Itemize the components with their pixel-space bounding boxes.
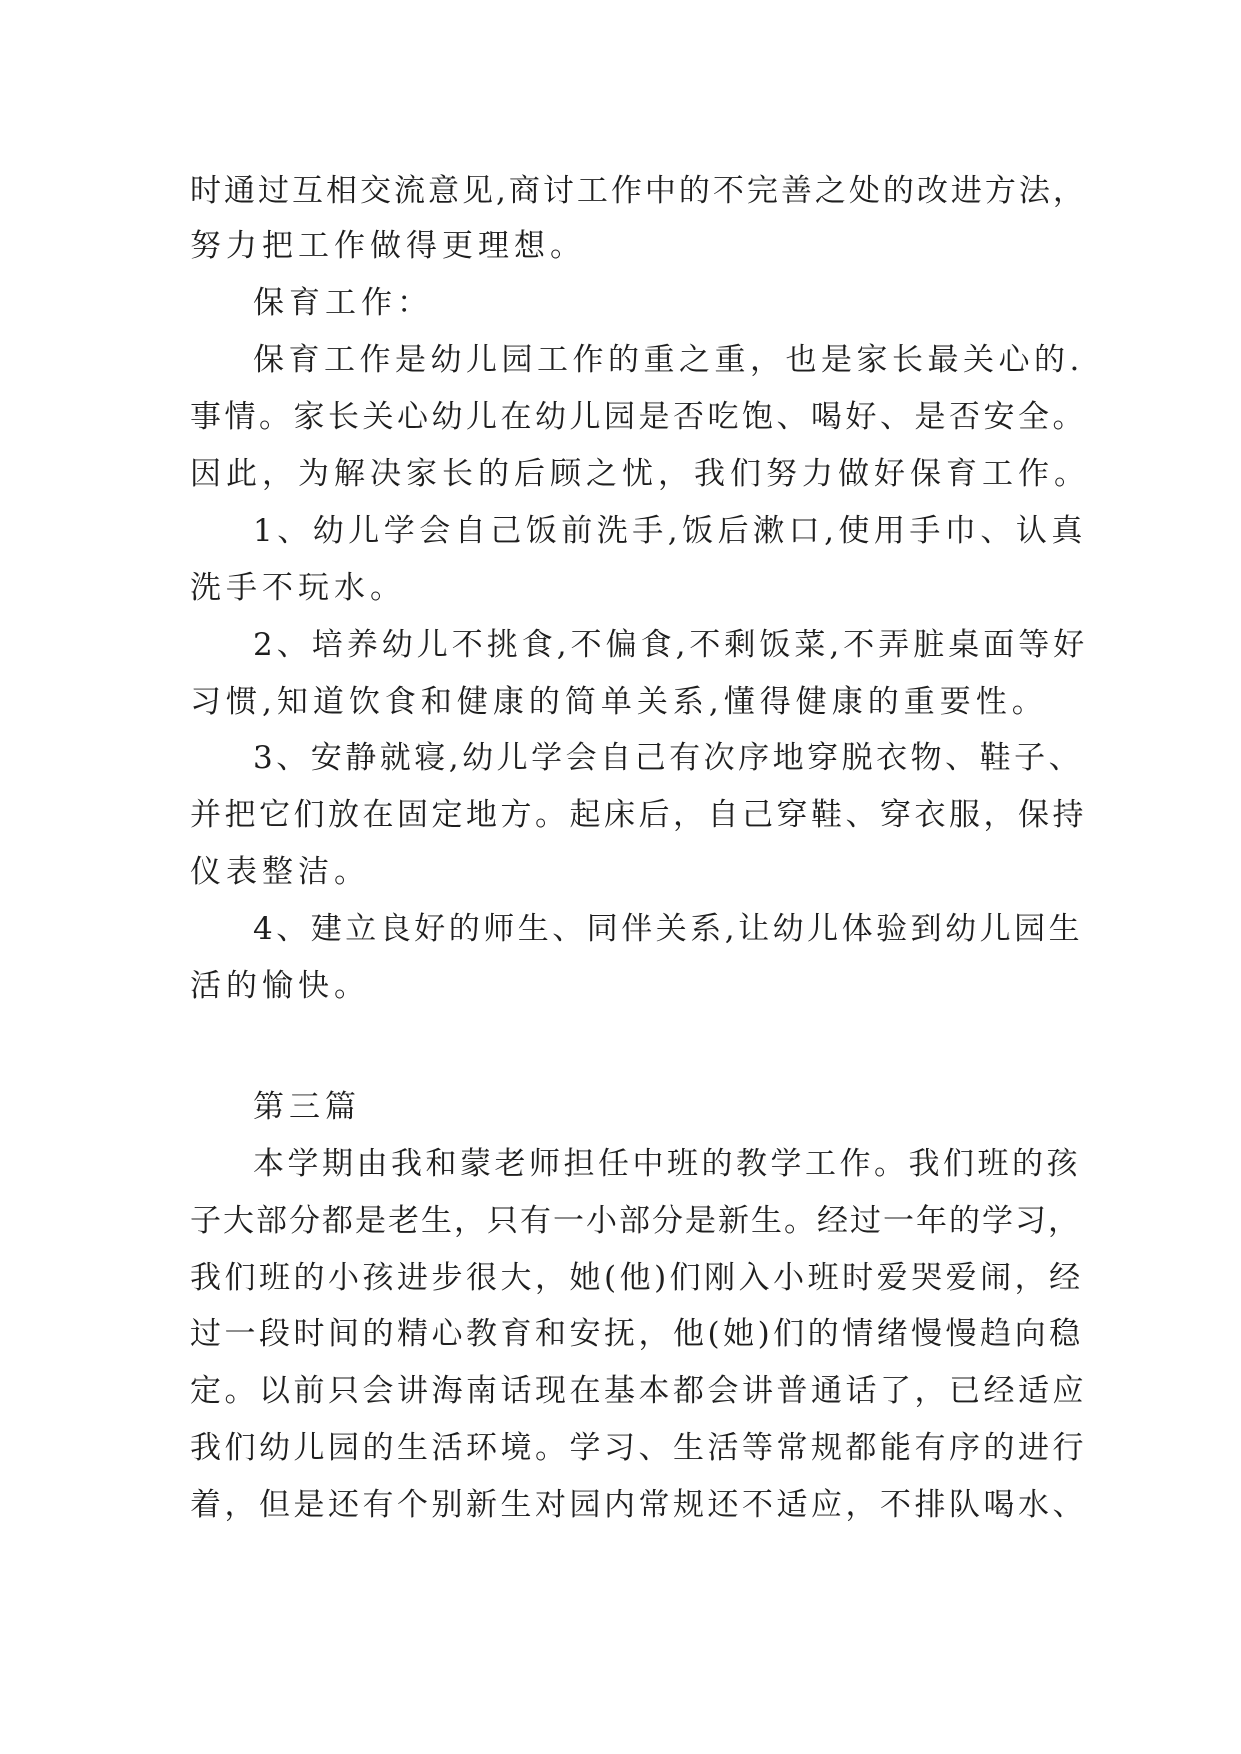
text-line: 着，但是还有个别新生对园内常规还不适应，不排队喝水、 [190, 1487, 1087, 1523]
text-line: 因此，为解决家长的后顾之忧，我们努力做好保育工作。 [190, 456, 1090, 492]
text-line: 保育工作是幼儿园工作的重之重，也是家长最关心的. [253, 342, 1084, 378]
text-line: 定。以前只会讲海南话现在基本都会讲普通话了，已经适应 [190, 1373, 1087, 1409]
list-item: 2、培养幼儿不挑食,不偏食,不剩饭菜,不弄脏桌面等好 [253, 627, 1089, 663]
text-line: 子大部分都是老生，只有一小部分是新生。经过一年的学习， [190, 1203, 1081, 1239]
text-line: 过一段时间的精心教育和安抚，他(她)们的情绪慢慢趋向稳 [190, 1316, 1084, 1352]
text-line: 事情。家长关心幼儿在幼儿园是否吃饱、喝好、是否安全。 [190, 399, 1087, 435]
text-line: 活的愉快。 [190, 968, 370, 1004]
text-line: 努力把工作做得更理想。 [190, 228, 586, 264]
list-item: 4、建立良好的师生、同伴关系,让幼儿体验到幼儿园生 [253, 911, 1084, 947]
text-line: 我们班的小孩进步很大，她(他)们刚入小班时爱哭爱闹，经 [190, 1260, 1084, 1296]
text-line: 仪表整洁。 [190, 854, 370, 890]
section-heading: 保育工作： [253, 285, 433, 321]
text-line: 时通过互相交流意见,商讨工作中的不完善之处的改进方法， [190, 173, 1087, 209]
text-line: 本学期由我和蒙老师担任中班的教学工作。我们班的孩 [253, 1146, 1081, 1182]
list-item: 3、安静就寝,幼儿学会自己有次序地穿脱衣物、鞋子、 [253, 740, 1084, 776]
text-line: 习惯,知道饮食和健康的简单关系,懂得健康的重要性。 [190, 684, 1048, 720]
text-line: 并把它们放在固定地方。起床后，自己穿鞋、穿衣服，保持 [190, 797, 1087, 833]
section-heading: 第三篇 [253, 1089, 361, 1125]
text-line: 我们幼儿园的生活环境。学习、生活等常规都能有序的进行 [190, 1430, 1087, 1466]
list-item: 1、幼儿学会自己饭前洗手,饭后漱口,使用手巾、认真 [253, 513, 1087, 549]
text-line: 洗手不玩水。 [190, 570, 406, 606]
